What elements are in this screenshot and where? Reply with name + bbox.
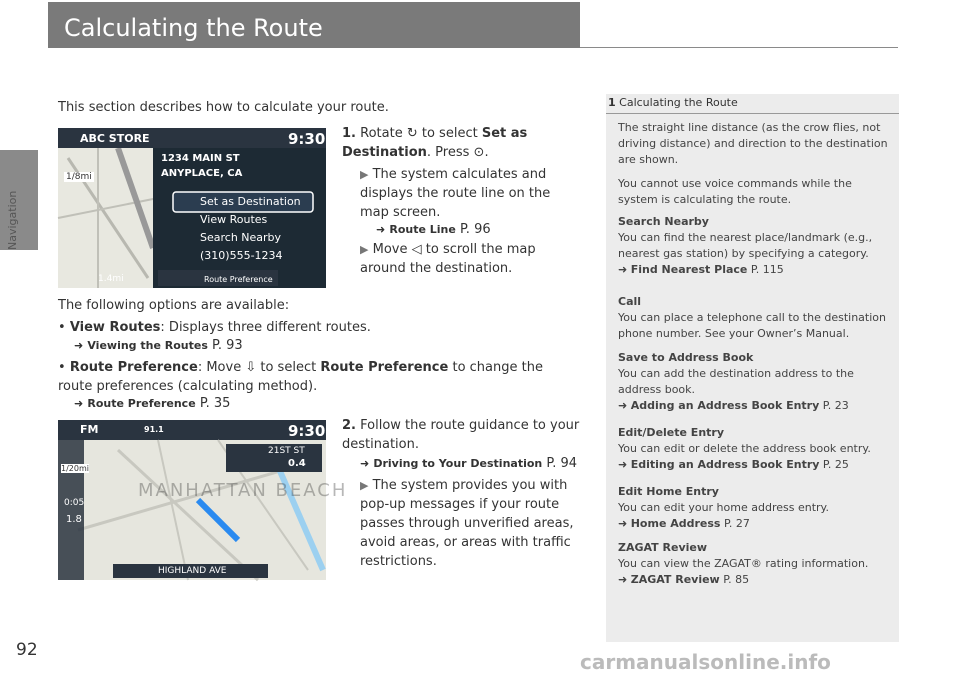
- option2-ref-page: P. 35: [199, 396, 231, 411]
- screen1-scale: 1/8mi: [66, 172, 92, 182]
- menu-call[interactable]: (310)555-1234: [200, 249, 283, 262]
- sidebar-item-ref-page: P. 25: [819, 458, 849, 471]
- sidebar-item: [618, 540, 893, 588]
- sidebar-item-ref-label: Adding an Address Book Entry: [630, 399, 820, 412]
- step2: [342, 416, 592, 454]
- option1-ref-label[interactable]: Viewing the Routes: [87, 339, 208, 352]
- screen2-distance: 1.8: [66, 514, 82, 525]
- menu-view-routes[interactable]: View Routes: [200, 213, 268, 226]
- nav-screen-1: [58, 128, 326, 288]
- option2: • Route Preference: Move ⇩ to select Route Preference to change the route preferences (calculating method).: [58, 360, 543, 394]
- knob-rotate-icon: ↻: [406, 126, 418, 141]
- sidebar-p2: You cannot use voice commands while the system is calculating the route.: [618, 177, 852, 206]
- step2-text: Follow the route guidance to your destination.: [342, 418, 580, 452]
- page-number: 92: [16, 640, 38, 660]
- option2-mid: to select: [260, 360, 317, 375]
- sidebar-item-ref[interactable]: [618, 572, 893, 588]
- step1-sub1: [360, 165, 575, 222]
- ref-arrow-icon: ➜: [618, 573, 631, 586]
- step1-bold: Set as Destination: [342, 126, 528, 160]
- title-bar: [48, 2, 580, 48]
- option2-ref: [74, 394, 230, 413]
- sidebar-title: Calculating the Route: [619, 96, 738, 109]
- step2-ref-label[interactable]: Driving to Your Destination: [373, 457, 543, 470]
- step1-mid: to select: [421, 126, 478, 141]
- sidebar-item-ref-page: P. 23: [819, 399, 849, 412]
- option2-post: to change the route preferences (calculating method).: [58, 360, 543, 394]
- option2-bold2: Route Preference: [320, 360, 449, 375]
- step1-ref: [376, 220, 491, 239]
- step1: 1. Rotate ↻ to select Set as Destination. Press ⊙.: [342, 126, 528, 160]
- step1-sub2-pre: Move: [372, 242, 408, 257]
- sidebar-item-ref-page: P. 85: [719, 573, 750, 586]
- screen2-fm: FM: [80, 423, 99, 436]
- sidebar-item-ref-page: P. 27: [720, 517, 750, 530]
- screen2-dist: 0.4: [288, 458, 306, 469]
- sidebar-item-title: Edit Home Entry: [618, 485, 719, 498]
- screen2-scale: 1/20mi: [61, 464, 89, 473]
- screen1-map: [58, 128, 326, 288]
- sidebar-head: [606, 94, 899, 114]
- sidebar-item-ref[interactable]: [618, 457, 893, 473]
- sidebar-item-title: ZAGAT Review: [618, 541, 708, 554]
- sidebar-p1: The straight line distance (as the crow flies, not driving distance) and direction to the destination are shown.: [618, 121, 888, 166]
- sidebar-item-title: Edit/Delete Entry: [618, 426, 725, 439]
- step1-pre: Rotate: [360, 126, 403, 141]
- step1-sub1-text: The system calculates and displays the route line on the map screen.: [360, 167, 551, 220]
- ref-arrow-icon: ➜: [360, 457, 370, 470]
- triangle-icon: ▶: [360, 479, 369, 492]
- sidebar-item: [618, 350, 893, 414]
- sidebar-item-title: Call: [618, 295, 642, 308]
- sidebar-item-ref-label: ZAGAT Review: [630, 573, 720, 586]
- step1-ref-label[interactable]: Route Line: [389, 223, 456, 236]
- screen1-address2: ANYPLACE, CA: [161, 168, 243, 179]
- sidebar-item-text: You can add the destination address to the address book.: [618, 367, 854, 396]
- menu-set-destination[interactable]: Set as Destination: [200, 195, 301, 208]
- screen1-store: ABC STORE: [80, 132, 150, 145]
- option1-text: : Displays three different routes.: [160, 320, 371, 335]
- step1-sub2-post: to scroll the map around the destination.: [360, 242, 536, 276]
- sidebar-item-text: You can edit or delete the address book entry.: [618, 442, 871, 455]
- step2-sub-text: The system provides you with pop-up messages if your route passes through unverified areas, avoid areas, or areas with traffic restrictions.: [360, 478, 574, 569]
- sidebar-item-ref[interactable]: [618, 398, 893, 414]
- knob-move-icon: ◁: [411, 242, 422, 257]
- sidebar-item-ref-label: Editing an Address Book Entry: [630, 458, 820, 471]
- sidebar-item-text: You can edit your home address entry.: [618, 501, 829, 514]
- sidebar-item-title: Search Nearby: [618, 215, 709, 228]
- option2-bold: Route Preference: [69, 360, 198, 375]
- sidebar-item: [618, 484, 893, 532]
- ref-arrow-icon: ➜: [618, 458, 631, 471]
- sidebar-item-text: You can find the nearest place/landmark (e.g., nearest gas station) by specifying a category.: [618, 231, 873, 260]
- sidebar-item-ref-page: P. 115: [747, 263, 784, 276]
- step1-press: . Press: [426, 145, 470, 160]
- sidebar-item-ref[interactable]: [618, 516, 893, 532]
- knob-move-down-icon: ⇩: [245, 360, 257, 375]
- ref-arrow-icon: ➜: [74, 339, 84, 352]
- sidebar-box: [606, 94, 899, 642]
- option2-ref-label[interactable]: Route Preference: [87, 397, 196, 410]
- section-label: Navigation: [6, 190, 19, 250]
- screen2-time: 9:30: [288, 422, 326, 440]
- step2-ref-page: P. 94: [546, 456, 578, 471]
- title-rule: [580, 47, 898, 48]
- sidebar-item: [618, 425, 893, 473]
- ref-arrow-icon: ➜: [618, 263, 631, 276]
- step2-ref: [360, 454, 577, 473]
- screen1-address1: 1234 MAIN ST: [161, 153, 240, 164]
- nav-screen-2: [58, 420, 348, 580]
- ref-icon: 1: [608, 96, 616, 109]
- sidebar-item: [618, 294, 893, 342]
- option1: • View Routes: Displays three different routes.: [58, 320, 371, 335]
- watermark: carmanualsonline.info: [580, 650, 831, 674]
- screen2-overlay: MANHATTAN BEACH: [138, 480, 348, 501]
- screen2-bottom: HIGHLAND AVE: [158, 566, 227, 576]
- screen2-street: 21ST ST: [268, 446, 305, 456]
- step2-num: 2.: [342, 418, 356, 433]
- sidebar-item: [618, 214, 893, 278]
- screen1-footer: Route Preference: [204, 275, 273, 284]
- step1-num: 1.: [342, 126, 356, 141]
- option1-ref: [74, 336, 243, 355]
- knob-press-icon: ⊙: [473, 145, 485, 160]
- screen2-freq: 91.1: [144, 425, 164, 434]
- intro-text: This section describes how to calculate your route.: [58, 100, 389, 115]
- ref-arrow-icon: ➜: [618, 517, 631, 530]
- option1-bold: View Routes: [69, 320, 161, 335]
- ref-arrow-icon: ➜: [618, 399, 631, 412]
- sidebar-item-ref-label: Home Address: [630, 517, 721, 530]
- sidebar-item-text: You can place a telephone call to the destination phone number. See your Owner’s Manual.: [618, 311, 886, 340]
- triangle-icon: ▶: [360, 243, 369, 256]
- step1-sub2: [360, 240, 575, 278]
- screen2-eta: 0:05: [64, 498, 85, 508]
- sidebar-item-title: Save to Address Book: [618, 351, 754, 364]
- menu-search-nearby[interactable]: Search Nearby: [200, 231, 282, 244]
- option2-pre: : Move: [197, 360, 242, 375]
- sidebar-item-text: You can view the ZAGAT® rating information.: [618, 557, 869, 570]
- step2-sub: [360, 476, 580, 571]
- screen1-time: 9:30: [288, 130, 326, 148]
- sidebar-item-ref-label: Find Nearest Place: [630, 263, 748, 276]
- option1-ref-page: P. 93: [212, 338, 243, 353]
- triangle-icon: ▶: [360, 168, 369, 181]
- options-intro: The following options are available:: [58, 298, 290, 313]
- screen1-dist: 1.4mi: [98, 274, 124, 284]
- step1-ref-page: P. 96: [459, 222, 491, 237]
- page-title: Calculating the Route: [64, 14, 323, 42]
- ref-arrow-icon: ➜: [376, 223, 386, 236]
- ref-arrow-icon: ➜: [74, 397, 84, 410]
- sidebar-item-ref[interactable]: [618, 262, 893, 278]
